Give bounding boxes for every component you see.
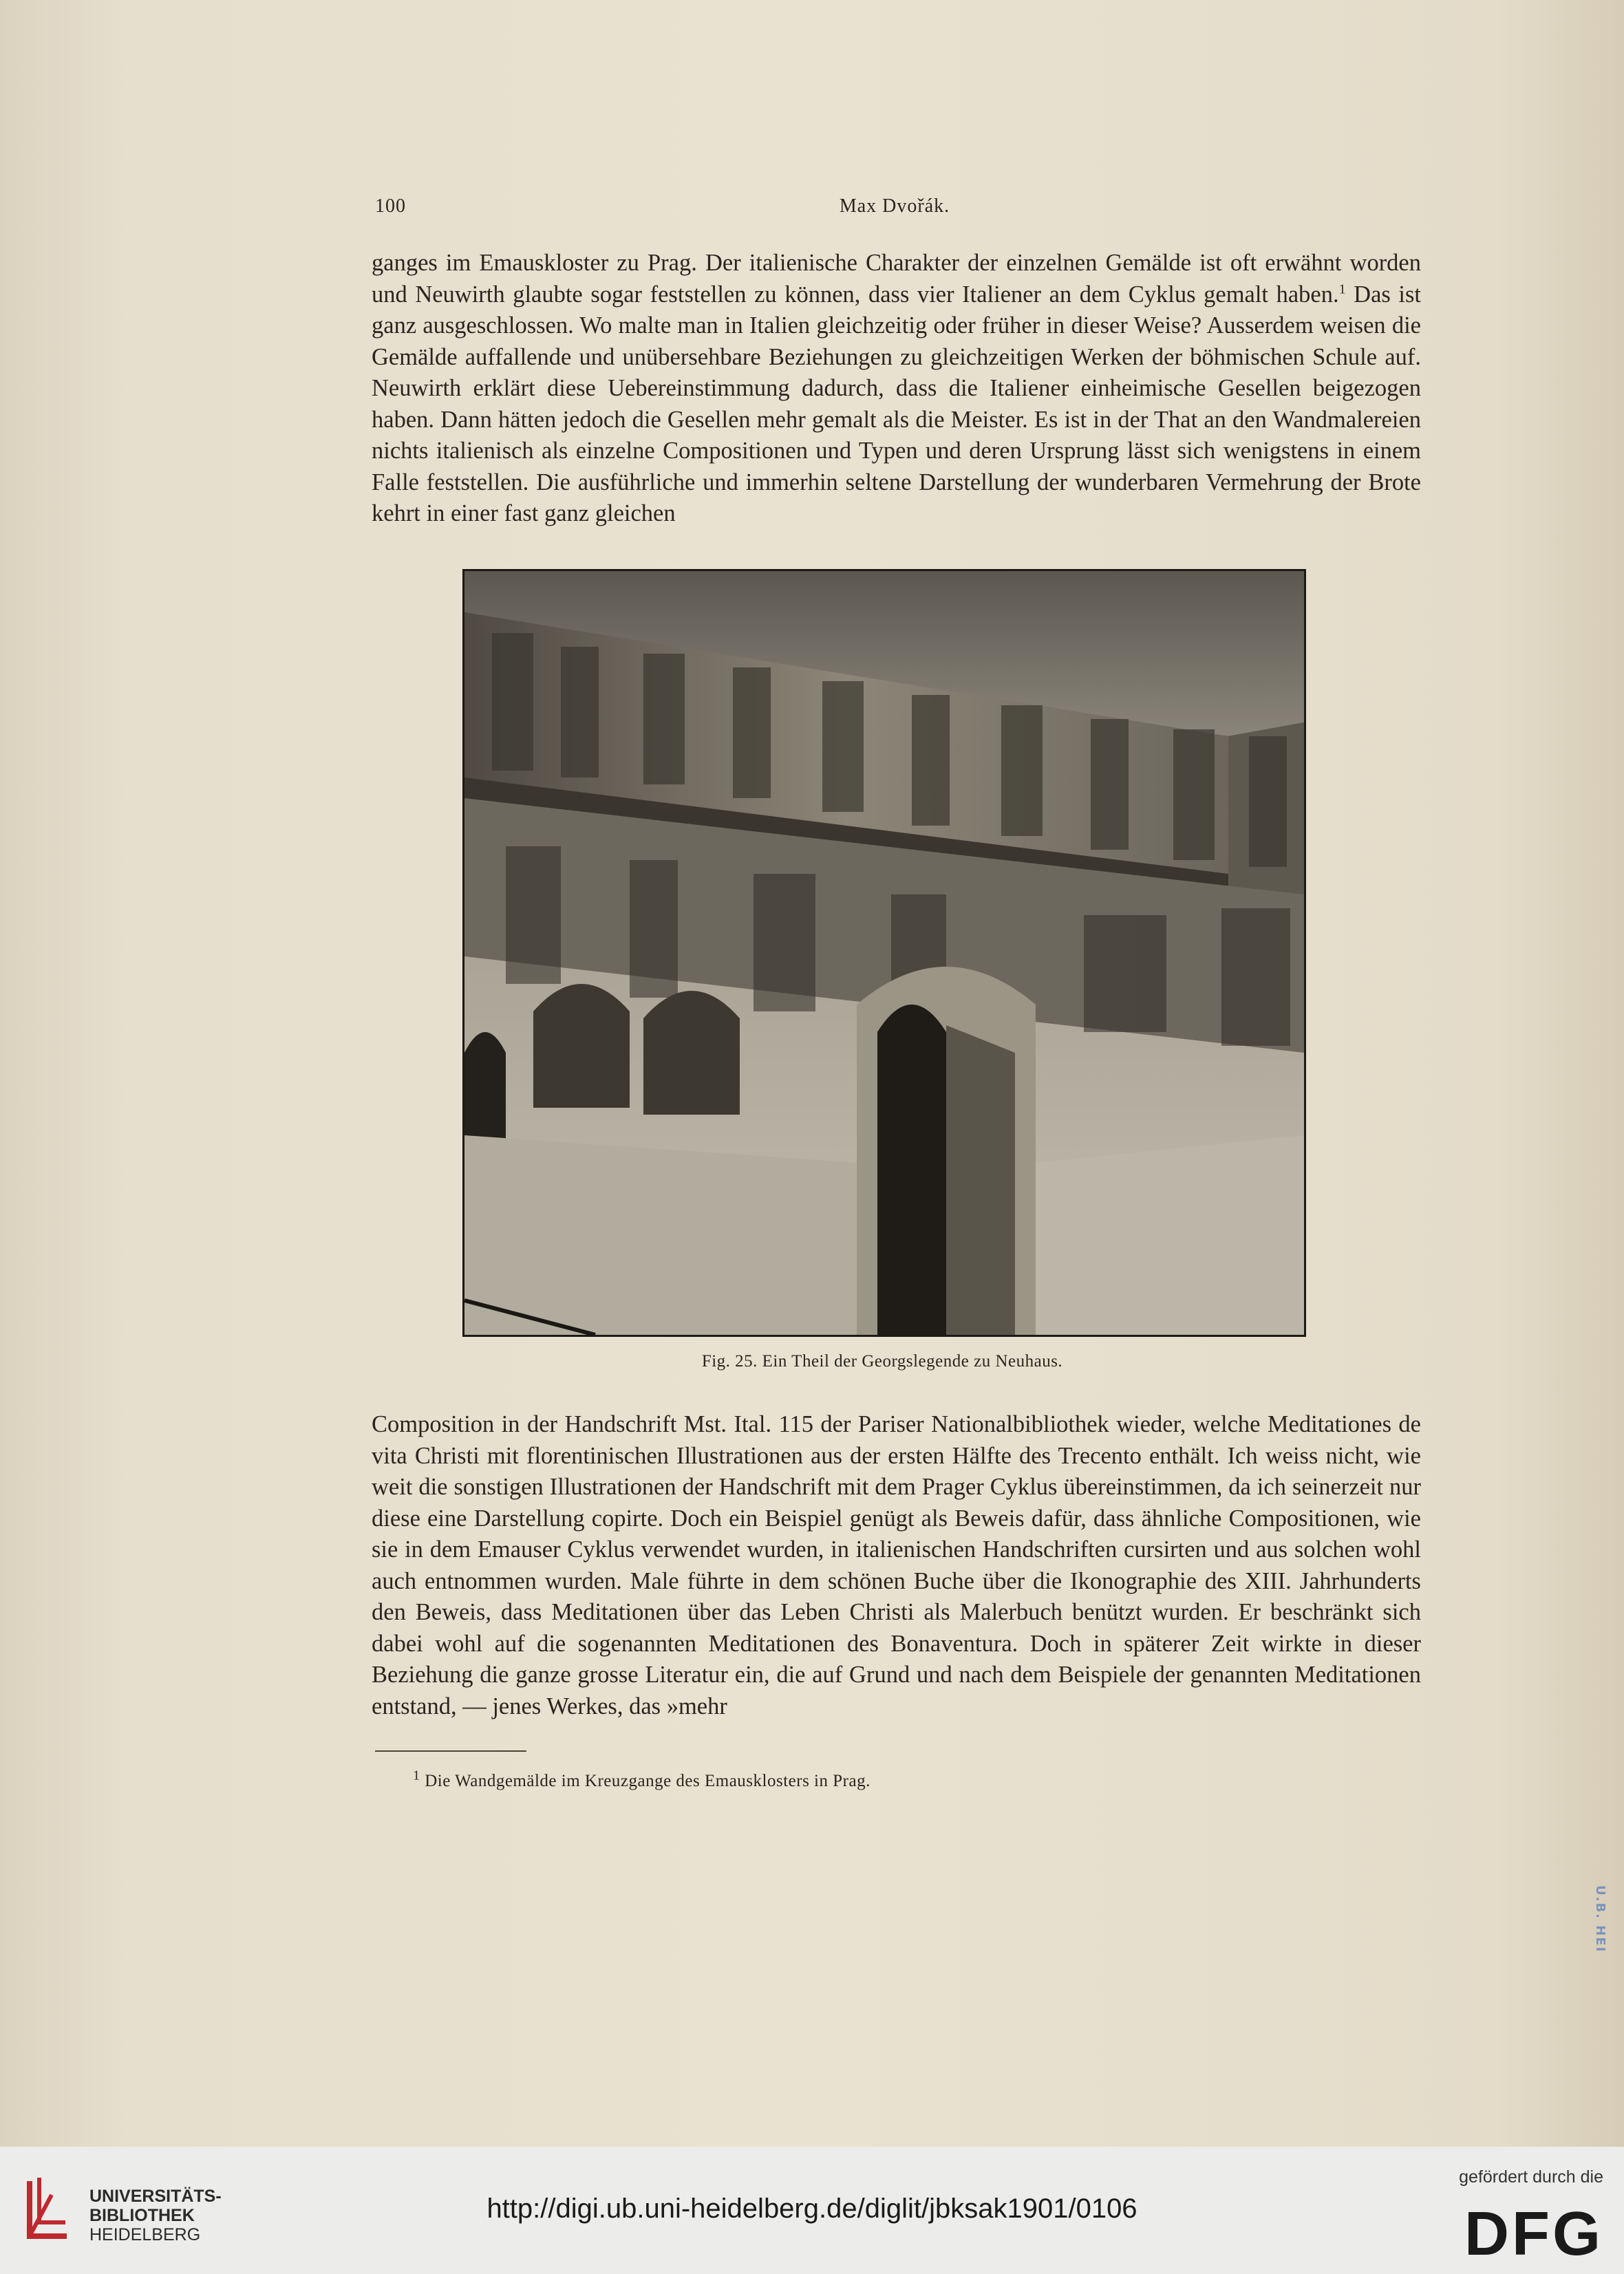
footnote: [413, 1768, 870, 1791]
library-name-line2: BIBLIOTHEK: [89, 2206, 195, 2225]
funding-label: gefördert durch die: [1459, 2167, 1603, 2187]
library-name-line3: HEIDELBERG: [89, 2225, 201, 2244]
library-stamp: U.B. HEI: [1593, 1885, 1607, 1953]
footnote-divider: [375, 1750, 526, 1752]
paragraph: [372, 248, 1421, 530]
permalink-url[interactable]: http://digi.ub.uni-heidelberg.de/diglit/jbksak1901/0106: [487, 2193, 1137, 2224]
viewer-footer: [0, 2147, 1624, 2274]
body-text-top: [372, 248, 1421, 530]
footnote-marker: 1: [413, 1768, 420, 1783]
page-number: 100: [375, 195, 406, 217]
fresco-photo-illustration: [464, 571, 1304, 1335]
running-head: Max Dvořák.: [839, 195, 950, 217]
library-name-line1: UNIVERSITÄTS-: [89, 2187, 222, 2206]
footnote-reference[interactable]: 1: [1338, 281, 1346, 297]
body-text-bottom: [372, 1409, 1421, 1722]
paragraph: Composition in der Handschrift Mst. Ital. 115 der Pariser Nationalbibliothek wieder, welche Meditationes de vita Christi mit florentinischen Illustrationen aus der ersten Hälfte des Trecento enthält. Ich weiss nicht, wie weit die sonstigen Illustrationen der Handschrift mit dem Prager Cyklus übereinstimmen, da ich seinerzeit nur diese eine Darstellung copirte. Doch ein Beispiel genügt als Beweis dafür, dass ähnliche Compositionen, wie sie in dem Emauser Cyklus verwendet wurden, in italienischen Handschriften cursirten und aus solchen wohl auch entnommen wurden. Male führte in dem schönen Buche über die Ikonographie des XIII. Jahrhunderts den Beweis, dass Meditationen über das Leben Christi als Malerbuch benützt wurden. Er beschränkt sich dabei wohl auf die sogenannten Meditationen des Bonaventura. Doch in späterer Zeit wirkte in dieser Beziehung die ganze grosse Literatur ein, die auf Grund und nach dem Beispiele der genannten Meditationen entstand, — jenes Werkes, das »mehr: [372, 1411, 1421, 1719]
page-header: [375, 195, 1414, 223]
figure-caption: Fig. 25. Ein Theil der Georgslegende zu Neuhaus.: [701, 1352, 1063, 1371]
text-run: Das ist ganz ausgeschlossen. Wo malte man in Italien gleichzeitig oder früher in dieser Weise? Ausserdem weisen die Gemälde auffallende und unübersehbare Beziehungen zu gleichzeitigen Werken der böhmischen Schule auf. Neuwirth erklärt diese Uebereinstimmung dadurch, dass die Italiener einheimische Gesellen beigezogen haben. Dann hätten jedoch die Gesellen mehr gemalt als die Meister. Es ist in der That an den Wandmalereien nichts italienisch als einzelne Compositionen und Typen und deren Ursprung lässt sich wenigstens in einem Falle feststellen. Die ausführliche und immerhin seltene Darstellung der wunderbaren Vermehrung der Brote kehrt in einer fast ganz gleichen: [372, 281, 1421, 526]
figure-photograph: [462, 569, 1306, 1337]
dfg-logo[interactable]: DFG: [1464, 2200, 1603, 2268]
text-run: ganges im Emauskloster zu Prag. Der italienische Charakter der einzelnen Gemälde ist oft erwähnt worden und Neuwirth glaubte sogar feststellen zu können, dass vier Italiener an dem Cyklus gemalt haben.: [372, 250, 1421, 308]
footnote-text: Die Wandgemälde im Kreuzgange des Emausklosters in Prag.: [420, 1772, 870, 1790]
